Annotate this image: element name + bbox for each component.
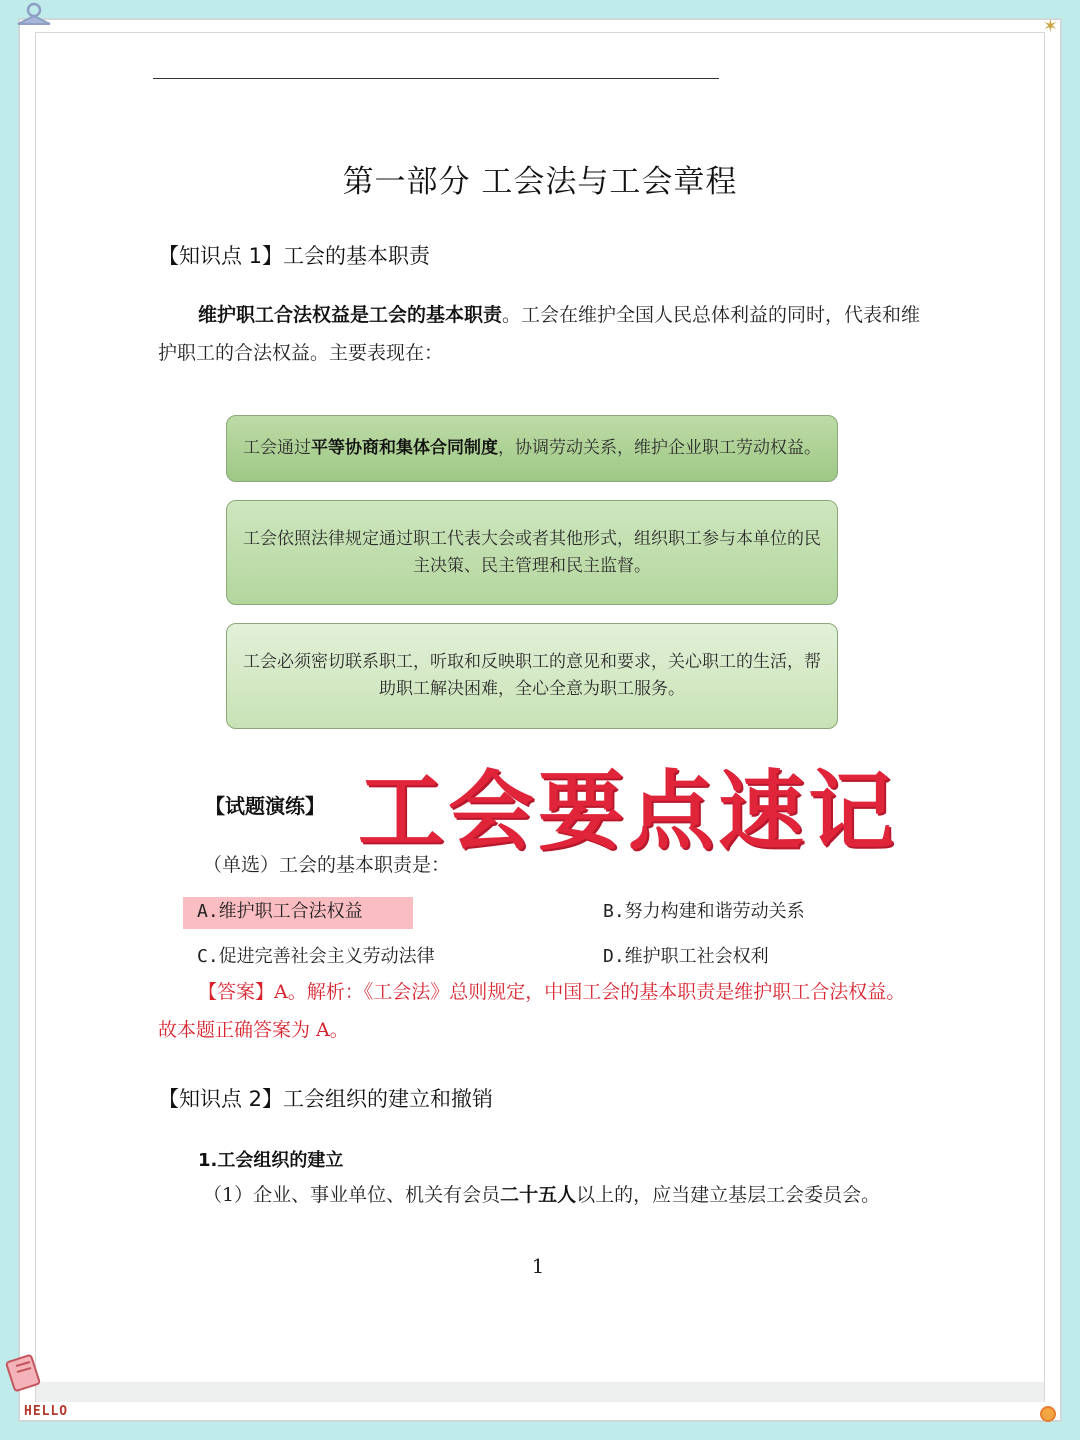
question-text: （单选）工会的基本职责是： bbox=[203, 854, 451, 876]
item-pre: （1）企业、事业单位、机关有会员 bbox=[203, 1184, 501, 1206]
header-rule bbox=[153, 78, 719, 79]
banner-overlay-title: 工会要点速记 bbox=[358, 762, 898, 862]
practice-label: 【试题演练】 bbox=[205, 794, 325, 818]
intro-text: 。工会在维护全国人民总体利益的同时，代表和维护职工的合法权益。主要表现在： bbox=[158, 304, 921, 364]
document-title: 第一部分 工会法与工会章程 bbox=[342, 164, 738, 200]
answer-explanation bbox=[158, 973, 922, 1049]
intro-paragraph bbox=[158, 296, 922, 372]
duty-box-3-text: 工会必须密切联系职工，听取和反映职工的意见和要求，关心职工的生活，帮助职工解决困难，全心全意为职工服务。 bbox=[243, 652, 821, 699]
duty-box-1 bbox=[226, 415, 838, 482]
duty-box-2-text: 工会依照法律规定通过职工代表大会或者其他形式，组织职工参与本单位的民主决策、民主管理和民主监督。 bbox=[243, 528, 821, 576]
establishment-item-1 bbox=[203, 1180, 880, 1207]
duty-box-1-post: ，协调劳动关系，维护企业职工劳动权益。 bbox=[498, 438, 821, 458]
intro-bold-text: 维护职工合法权益是工会的基本职责 bbox=[198, 304, 503, 326]
duty-box-3 bbox=[226, 623, 838, 729]
subheading-establishment: 1.工会组织的建立 bbox=[198, 1150, 344, 1171]
option-b: B.努力构建和谐劳动关系 bbox=[603, 901, 805, 922]
duty-box-2 bbox=[226, 500, 838, 605]
bottom-band bbox=[36, 1382, 1044, 1402]
item-post: 以上的，应当建立基层工会委员会。 bbox=[576, 1184, 881, 1206]
page-number: 1 bbox=[531, 1254, 545, 1278]
sparkle-icon: ✶ bbox=[1042, 16, 1058, 37]
clip-icon bbox=[14, 2, 54, 28]
section-heading-1: 【知识点 1】工会的基本职责 bbox=[158, 244, 431, 268]
duty-box-1-pre: 工会通过 bbox=[243, 438, 311, 458]
hello-logo: HELLO bbox=[24, 1404, 69, 1419]
option-d: D.维护职工社会权利 bbox=[603, 946, 769, 967]
section-heading-2: 【知识点 2】工会组织的建立和撤销 bbox=[158, 1087, 494, 1111]
option-a: A.维护职工合法权益 bbox=[197, 901, 363, 922]
item-bold: 二十五人 bbox=[500, 1184, 577, 1206]
book-icon bbox=[4, 1352, 44, 1392]
option-c: C.促进完善社会主义劳动法律 bbox=[197, 946, 435, 967]
flower-icon bbox=[1040, 1406, 1056, 1422]
answer-text: 【答案】A。解析：《工会法》总则规定，中国工会的基本职责是维护职工合法权益。故本题正确答案为 A。 bbox=[158, 981, 906, 1041]
duty-box-1-bold: 平等协商和集体合同制度 bbox=[311, 438, 498, 458]
